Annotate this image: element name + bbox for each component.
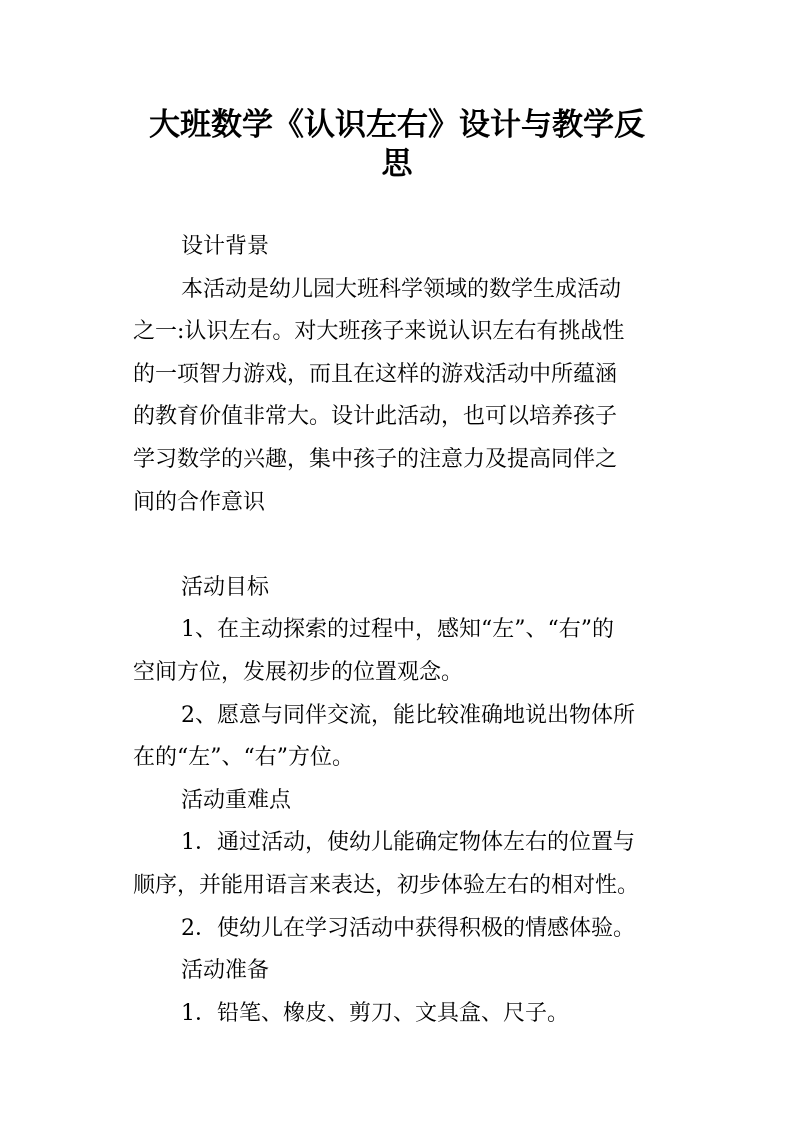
document-body	[133, 226, 673, 1035]
paragraph-start: 2．使幼儿在学习活动中获得积极的情感体验。	[181, 915, 635, 941]
blank-line	[133, 524, 673, 567]
paragraph-start: 1、在主动探索的过程中，感知“左”、“右”的	[181, 617, 614, 643]
document-title-line-1: 大班数学《认识左右》设计与教学反	[149, 107, 645, 143]
paragraph-start: 活动重难点	[181, 787, 292, 813]
paragraph-start: 设计背景	[181, 234, 270, 259]
paragraph-line: 顺序，并能用语言来表达，初步体验左右的相对性。	[133, 872, 640, 898]
paragraph-start: 活动准备	[181, 958, 270, 984]
paragraph-line: 间的合作意识	[133, 489, 266, 515]
paragraph-start: 1．通过活动，使幼儿能确定物体左右的位置与	[181, 830, 635, 856]
paragraph-start: 本活动是幼儿园大班科学领域的数学生成活动	[181, 276, 622, 302]
document-title-line-2: 思	[381, 146, 413, 182]
paragraph-line: 学习数学的兴趣，集中孩子的注意力及提高同伴之	[133, 446, 618, 472]
paragraph-line: 空间方位，发展初步的位置观念。	[133, 659, 464, 685]
paragraph-start: 1．铅笔、橡皮、剪刀、文具盒、尺子。	[181, 1000, 569, 1026]
paragraph-start: 活动目标	[181, 574, 270, 600]
paragraph-line: 之一:认识左右。对大班孩子来说认识左右有挑战性	[133, 319, 625, 345]
paragraph-line: 在的“左”、“右”方位。	[133, 745, 354, 771]
paragraph-start: 2、愿意与同伴交流，能比较准确地说出物体所	[181, 702, 635, 728]
paragraph-line: 的教育价值非常大。设计此活动，也可以培养孩子	[133, 404, 618, 430]
paragraph-line: 的一项智力游戏，而且在这样的游戏活动中所蕴涵	[133, 361, 618, 387]
